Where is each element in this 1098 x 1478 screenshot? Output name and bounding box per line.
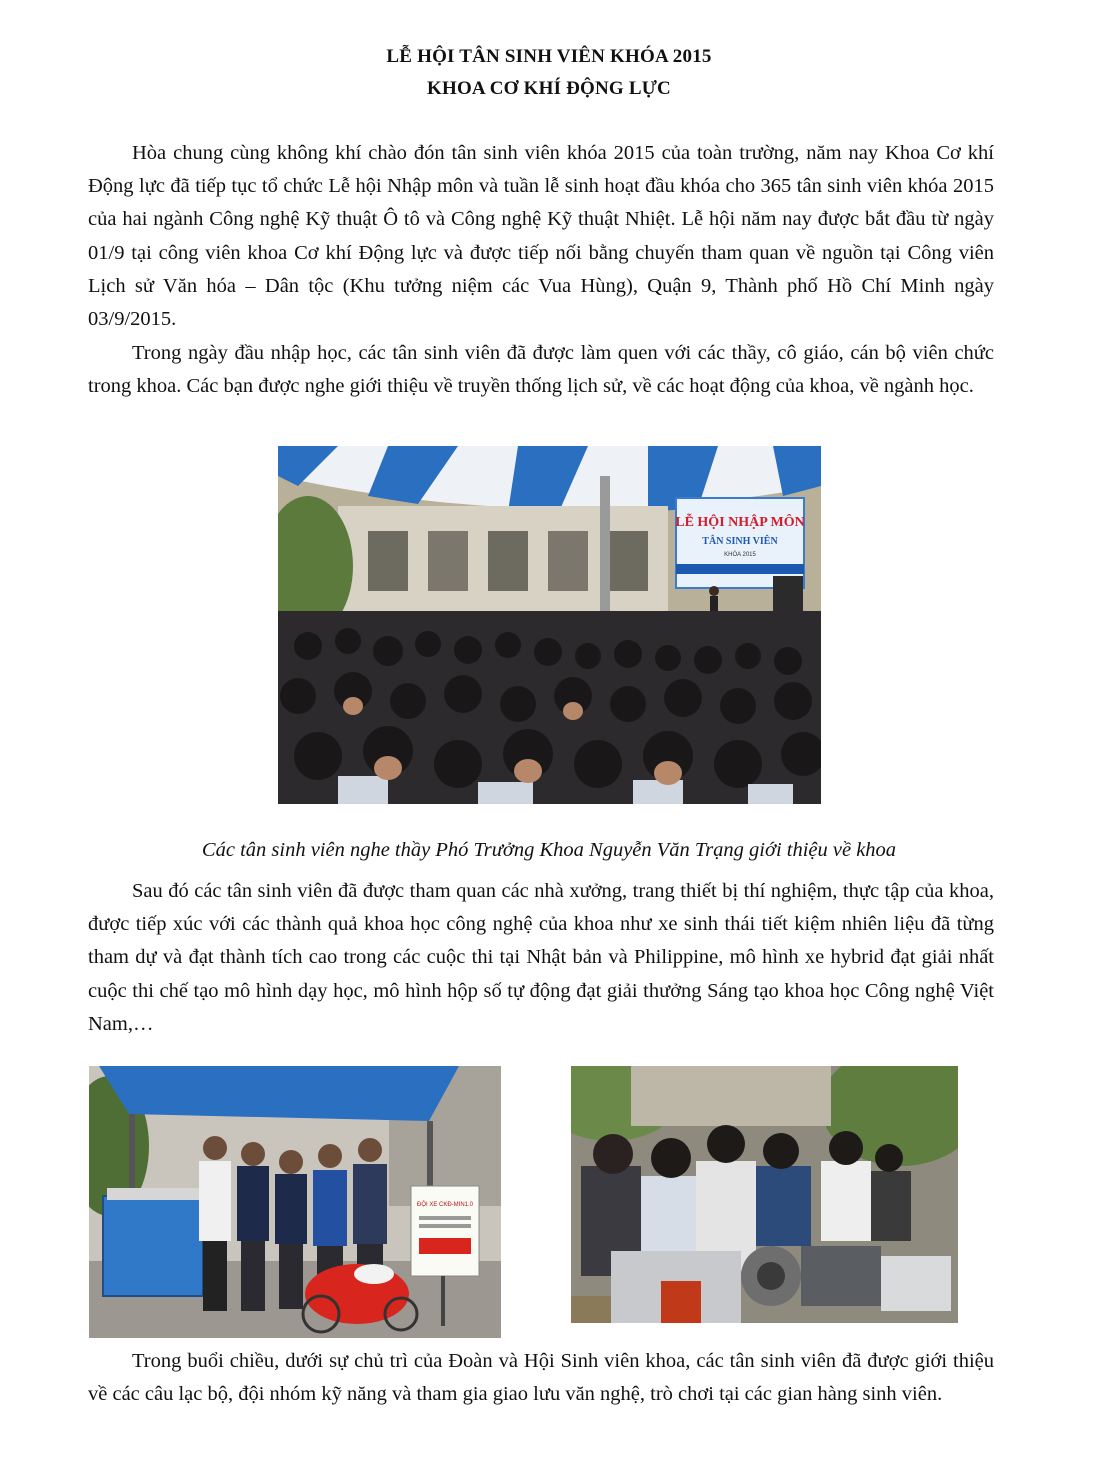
page-title-line-2: KHOA CƠ KHÍ ĐỘNG LỰC [427,78,671,99]
page-title-line-1: LỄ HỘI TÂN SINH VIÊN KHÓA 2015 [386,46,712,67]
photo-caption: Các tân sinh viên nghe thầy Phó Trưởng Khoa Nguyễn Văn Trạng giới thiệu về khoa [201,839,897,861]
paragraph-afternoon: Trong buổi chiều, dưới sự chủ trì của Đoàn và Hội Sinh viên khoa, các tân sinh viên đã được giới thiệu về các câu lạc bộ, đội nhóm kỹ năng và tham gia giao lưu văn nghệ, trò chơi tại các gian hàng sinh viên. [88,1350,994,1406]
paragraph-first-day: Trong ngày đầu nhập học, các tân sinh viên đã được làm quen với các thầy, cô giáo, cán bộ viên chức trong khoa. Các bạn được nghe giới thiệu về truyền thống lịch sử, về các hoạt động của khoa, về ngành học. [88,342,994,398]
banner-sub-text: TÂN SINH VIÊN [702,536,778,547]
eco-car-team-photo [89,1066,501,1338]
banner-main-text: LỄ HỘI NHẬP MÔN [675,515,805,530]
ceremony-photo [278,446,821,804]
eco-car-sign-title: ĐỘI XE CKĐ-MIN1.0 [416,1202,474,1208]
paragraph-tour: Sau đó các tân sinh viên đã được tham quan các nhà xưởng, trang thiết bị thí nghiệm, thực tập của khoa, được tiếp xúc với các thành quả khoa học công nghệ của khoa như xe sinh thái tiết kiệm nhiên liệu đã từng tham dự và đạt thành tích cao trong các cuộc thi tại Nhật bản và Philippine, mô hình xe hybrid đạt giải nhất cuộc thi chế tạo mô hình dạy học, mô hình hộp số tự động đạt giải thưởng Sáng tạo khoa học Công nghệ Việt Nam,… [88,880,994,1035]
equipment-visit-photo [571,1066,958,1323]
banner-year-text: KHÓA 2015 [724,552,756,558]
paragraph-intro: Hòa chung cùng không khí chào đón tân sinh viên khóa 2015 của toàn trường, năm nay Khoa Cơ khí Động lực đã tiếp tục tổ chức Lễ hội Nhập môn và tuần lễ sinh hoạt đầu khóa cho 365 tân sinh viên khóa 2015 của hai ngành Công nghệ Kỹ thuật Ô tô và Công nghệ Kỹ thuật Nhiệt. Lễ hội năm nay được bắt đầu từ ngày 01/9 tại công viên khoa Cơ khí Động lực và được tiếp nối bằng chuyến tham quan về nguồn tại Công viên Lịch sử Văn hóa – Dân tộc (Khu tưởng niệm các Vua Hùng), Quận 9, Thành phố Hồ Chí Minh ngày 03/9/2015. [88,142,994,331]
